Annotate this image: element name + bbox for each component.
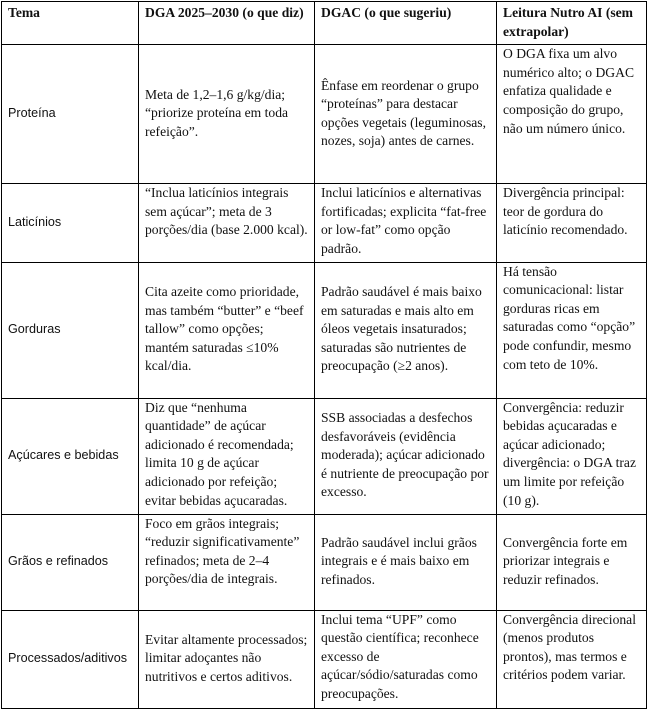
header-reading: Leitura Nutro AI (sem extrapolar) <box>497 2 647 45</box>
row-dga: “Inclua laticínios integrais sem açúcar”; meta de 3 porções/dia (base 2.000 kcal). <box>139 184 315 262</box>
header-dgac: DGAC (o que sugeriu) <box>315 2 497 45</box>
comparison-table <box>1 1 647 709</box>
row-reading: Convergência direcional (menos produtos prontos), mas termos e critérios podem variar. <box>497 610 647 708</box>
header-topic: Tema <box>2 2 139 45</box>
row-topic: Gorduras <box>2 262 139 398</box>
row-dga: Cita azeite como prioridade, mas também “butter” e “beef tallow” como opções; mantém saturadas ≤10% kcal/dia. <box>139 262 315 398</box>
row-dgac: Ênfase em reordenar o grupo “proteínas” para destacar opções vegetais (leguminosas, nozes, soja) antes de carnes. <box>315 45 497 184</box>
header-dga: DGA 2025–2030 (o que diz) <box>139 2 315 45</box>
row-topic: Processados/aditivos <box>2 610 139 708</box>
row-dga: Foco em grãos integrais; “reduzir significativamente” refinados; meta de 2–4 porções/dia de integrais. <box>139 514 315 610</box>
row-dga: Meta de 1,2–1,6 g/kg/dia; “priorize proteína em toda refeição”. <box>139 45 315 184</box>
row-topic: Grãos e refinados <box>2 514 139 610</box>
table-row <box>2 610 647 708</box>
row-dga: Evitar altamente processados; limitar adoçantes não nutritivos e certos aditivos. <box>139 610 315 708</box>
row-dgac: Inclui tema “UPF” como questão científica; reconhece excesso de açúcar/sódio/saturadas como preocupações. <box>315 610 497 708</box>
row-dgac: SSB associadas a desfechos desfavoráveis (evidência moderada); açúcar adicionado é nutriente de preocupação por excesso. <box>315 398 497 514</box>
row-dgac: Padrão saudável inclui grãos integrais e é mais baixo em refinados. <box>315 514 497 610</box>
row-reading: O DGA fixa um alvo numérico alto; o DGAC enfatiza qualidade e composição do grupo, não um número único. <box>497 45 647 184</box>
table-row <box>2 398 647 514</box>
row-topic: Açúcares e bebidas <box>2 398 139 514</box>
header-row <box>2 2 647 45</box>
row-dga: Diz que “nenhuma quantidade” de açúcar adicionado é recomendada; limita 10 g de açúcar adicionado por refeição; evitar bebidas açucaradas. <box>139 398 315 514</box>
row-dgac: Inclui laticínios e alternativas fortificadas; explicita “fat-free or low-fat” como opção padrão. <box>315 184 497 262</box>
table-row <box>2 184 647 262</box>
row-topic: Proteína <box>2 45 139 184</box>
row-reading: Convergência forte em priorizar integrais e reduzir refinados. <box>497 514 647 610</box>
row-reading: Convergência: reduzir bebidas açucaradas e açúcar adicionado; divergência: o DGA traz um limite por refeição (10 g). <box>497 398 647 514</box>
row-reading: Divergência principal: teor de gordura do laticínio recomendado. <box>497 184 647 262</box>
row-topic: Laticínios <box>2 184 139 262</box>
row-reading: Há tensão comunicacional: listar gorduras ricas em saturadas como “opção” pode confundir, mesmo com teto de 10%. <box>497 262 647 398</box>
table-row <box>2 514 647 610</box>
row-dgac: Padrão saudável é mais baixo em saturadas e mais alto em óleos vegetais insaturados; saturadas são nutrientes de preocupação (≥2 anos). <box>315 262 497 398</box>
table-row <box>2 45 647 184</box>
table-row <box>2 262 647 398</box>
